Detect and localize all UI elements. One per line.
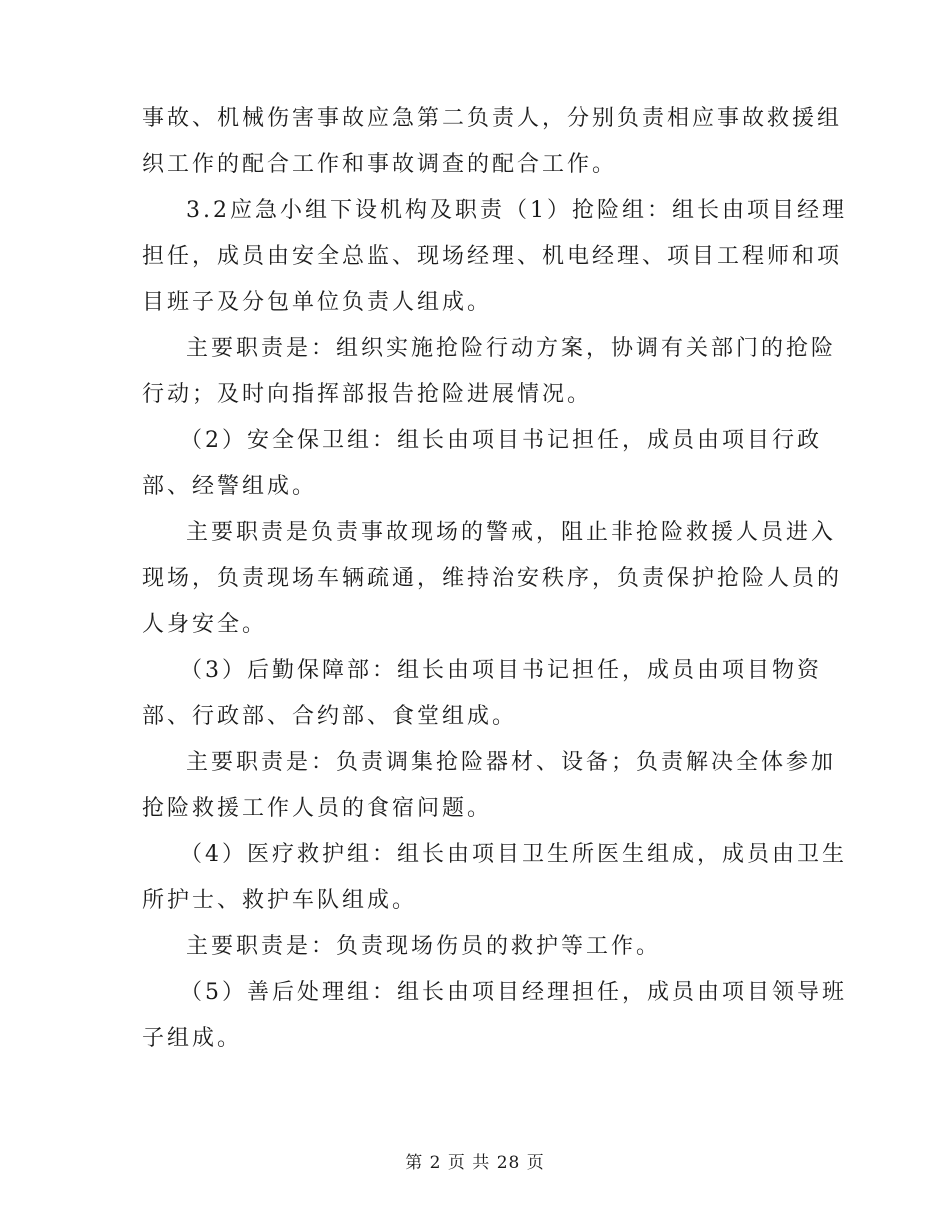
section-heading-line: 3.2应急小组下设机构及职责（1）抢险组：组长由项目经理 — [186, 198, 847, 223]
text-line: 担任，成员由安全总监、现场经理、机电经理、项目工程师和项 — [142, 244, 843, 269]
page-number-footer: 第 2 页 共 28 页 — [405, 1153, 545, 1173]
group-heading-line: （3）后勤保障部：组长由项目书记担任，成员由项目物资 — [180, 658, 822, 683]
text-line: 部、经警组成。 — [142, 474, 318, 499]
text-line: 所护士、救护车队组成。 — [142, 888, 418, 913]
text-line: 事故、机械伤害事故应急第二负责人，分别负责相应事故救援组 — [142, 106, 843, 131]
text-line: 行动；及时向指挥部报告抢险进展情况。 — [142, 382, 593, 407]
text-line: 人身安全。 — [142, 612, 268, 637]
document-body — [142, 96, 847, 1062]
paragraph-start-line: 主要职责是：负责调集抢险器材、设备；负责解决全体参加 — [186, 750, 837, 775]
group-heading-line: （2）安全保卫组：组长由项目书记担任，成员由项目行政 — [180, 428, 822, 453]
text-line: 现场，负责现场车辆疏通，维持治安秩序，负责保护抢险人员的 — [142, 566, 843, 591]
paragraph-start-line: 主要职责是：组织实施抢险行动方案，协调有关部门的抢险 — [186, 336, 837, 361]
text-line: 目班子及分包单位负责人组成。 — [142, 290, 493, 315]
group-heading-line: （5）善后处理组：组长由项目经理担任，成员由项目领导班 — [180, 980, 847, 1005]
group-heading-line: （4）医疗救护组：组长由项目卫生所医生组成，成员由卫生 — [180, 842, 847, 867]
paragraph-start-line: 主要职责是：负责现场伤员的救护等工作。 — [186, 934, 662, 959]
text-line: 织工作的配合工作和事故调查的配合工作。 — [142, 152, 618, 177]
text-line: 抢险救援工作人员的食宿问题。 — [142, 796, 493, 821]
paragraph-start-line: 主要职责是负责事故现场的警戒，阻止非抢险救援人员进入 — [186, 520, 837, 545]
text-line: 部、行政部、合约部、食堂组成。 — [142, 704, 518, 729]
text-line: 子组成。 — [142, 1026, 243, 1051]
